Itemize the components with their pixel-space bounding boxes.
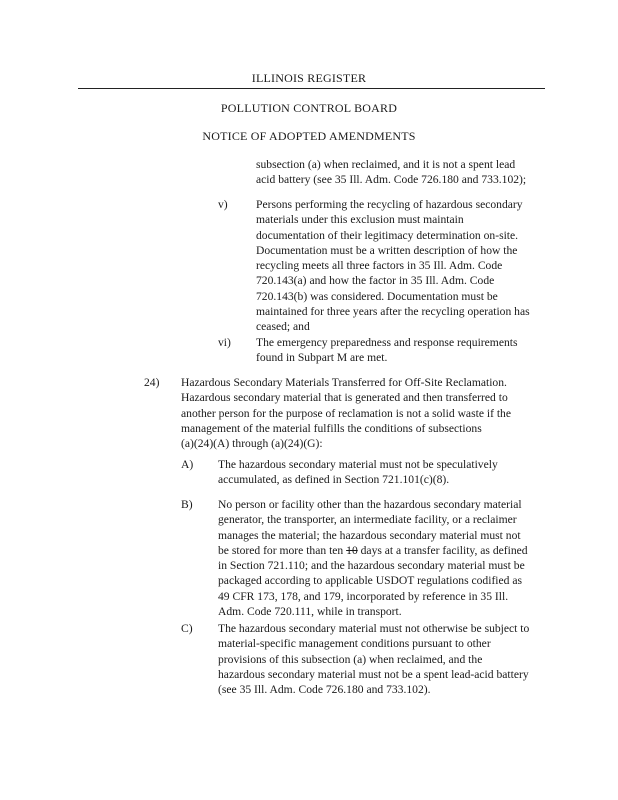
item-a-label: A): [181, 458, 194, 471]
text-line: packaged according to applicable USDOT regulations codified as: [218, 574, 523, 588]
text-fragment: be stored for more than ten: [218, 543, 347, 557]
item-a-text: [218, 457, 498, 488]
header-rule: [78, 88, 545, 89]
text-fragment: days at a transfer facility, as defined: [357, 543, 528, 557]
item-vi-text: [256, 335, 518, 366]
text-line: The hazardous secondary material must not be speculatively: [218, 458, 498, 471]
text-line: recycling meets all three factors in 35 Ill. Adm. Code: [256, 259, 503, 273]
text-line: 720.143(b) was considered. Documentation must be: [256, 289, 498, 303]
continuation-text: [256, 157, 526, 188]
text-line: (a)(24)(A) through (a)(24)(G):: [181, 437, 323, 451]
item-c-label: C): [181, 622, 193, 635]
text-line: in Section 721.110; and the hazardous secondary material must be: [218, 559, 525, 573]
item-b-text: [218, 497, 528, 619]
text-line: subsection (a) when reclaimed, and it is not a spent lead: [256, 158, 516, 171]
notice-title: NOTICE OF ADOPTED AMENDMENTS: [202, 129, 416, 143]
item-v-text: [256, 197, 530, 335]
text-line: accumulated, as defined in Section 721.101(c)(8).: [218, 473, 450, 487]
item-vi-label: vi): [218, 336, 231, 349]
text-line: manages the material; the hazardous secondary material must not: [218, 528, 521, 542]
text-line: management of the material fulfills the conditions of subsections: [181, 421, 482, 435]
text-line: ceased; and: [256, 320, 310, 334]
text-line: acid battery (see 35 Ill. Adm. Code 726.180 and 733.102);: [256, 173, 527, 187]
text-line: Adm. Code 720.111, while in transport.: [218, 605, 402, 619]
text-line: (see 35 Ill. Adm. Code 726.180 and 733.102).: [218, 683, 431, 697]
text-line: material-specific management conditions pursuant to other: [218, 637, 491, 651]
text-line: The emergency preparedness and response requirements: [256, 336, 518, 349]
text-line: documentation of their legitimacy determination on-site.: [256, 228, 519, 242]
text-line: another person for the purpose of reclamation is not a solid waste if the: [181, 406, 512, 420]
text-line: Hazardous Secondary Materials Transferred for Off-Site Reclamation.: [181, 376, 507, 389]
item-b-label: B): [181, 498, 193, 511]
struck-text: 10: [346, 543, 358, 557]
text-line: [218, 543, 528, 558]
text-line: The hazardous secondary material must not otherwise be subject to: [218, 622, 530, 635]
item-24-label: 24): [144, 376, 160, 389]
text-line: hazardous secondary material must not be a spent lead-acid battery: [218, 667, 529, 681]
text-line: Persons performing the recycling of hazardous secondary: [256, 198, 523, 211]
item-c-text: [218, 621, 529, 697]
board-name: POLLUTION CONTROL BOARD: [220, 101, 398, 115]
text-line: generator, the transporter, an intermediate facility, or a reclaimer: [218, 513, 517, 527]
text-line: Documentation must be a written description of how the: [256, 243, 518, 257]
text-line: No person or facility other than the hazardous secondary material: [218, 498, 522, 511]
text-line: provisions of this subsection (a) when reclaimed, and the: [218, 652, 483, 666]
text-line: maintained for three years after the recycling operation has: [256, 305, 530, 319]
text-line: Hazardous secondary material that is generated and then transferred to: [181, 391, 508, 405]
item-24-text: [181, 375, 511, 451]
text-line: 49 CFR 173, 178, and 179, incorporated by reference in 35 Ill.: [218, 589, 509, 603]
register-title: ILLINOIS REGISTER: [251, 71, 367, 85]
text-line: 720.143(a) and how the factor in 35 Ill. Adm. Code: [256, 274, 495, 288]
text-line: found in Subpart M are met.: [256, 351, 388, 365]
text-line: materials under this exclusion must maintain: [256, 213, 464, 227]
item-v-label: v): [218, 198, 228, 211]
